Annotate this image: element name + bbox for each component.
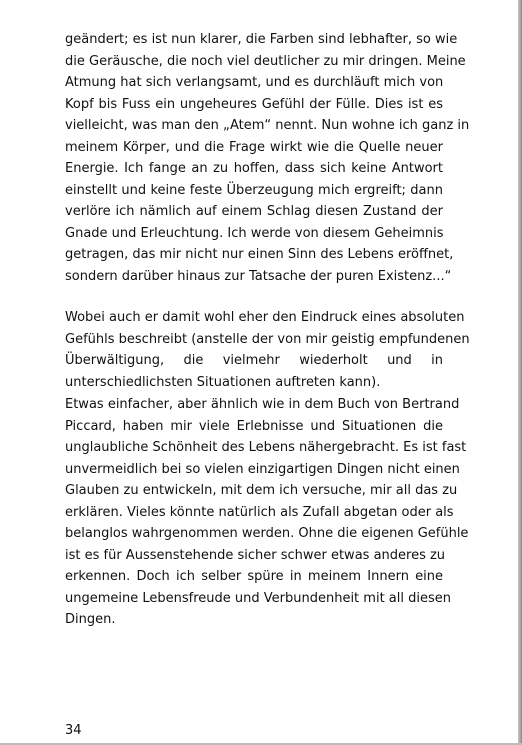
text-line: Kopf bis Fuss ein ungeheures Gefühl der Fülle. Dies ist es (65, 96, 443, 112)
text-line: erkennen. Doch ich selber spüre in meinem Innern eine (65, 569, 443, 584)
page-edge-shadow (518, 0, 522, 745)
text-line: getragen, das mir nicht nur einen Sinn des Lebens eröffnet, (65, 247, 454, 262)
text-line: ist es für Aussenstehende sicher schwer etwas anderes zu (65, 547, 446, 563)
paragraph-reflection (65, 394, 469, 631)
text-line: Gnade und Erleuchtung. Ich werde von diesem Geheimnis (65, 225, 444, 241)
text-line: Gefühls beschreibt (anstelle der von mir geistig empfundenen (65, 331, 470, 347)
text-line: Glauben zu entwickeln, mit dem ich versuche, mir all das zu (65, 483, 458, 498)
paragraph-quote-continuation (65, 29, 470, 287)
page-number: 34 (65, 723, 82, 738)
text-line: Atmung hat sich verlangsamt, und es durchläuft mich von (65, 75, 444, 90)
text-line: Wobei auch er damit wohl eher den Eindruck eines absoluten (65, 310, 465, 325)
text-line: Energie. Ich fange an zu hoffen, dass sich keine Antwort (65, 161, 443, 176)
text-line: meinem Körper, und die Frage wirkt wie die Quelle neuer (65, 139, 443, 155)
text-line: ungemeine Lebensfreude und Verbundenheit mit all diesen (65, 590, 451, 606)
text-line: die Geräusche, die noch viel deutlicher zu mir dringen. Meine (65, 53, 466, 69)
text-line: unglaubliche Schönheit des Lebens nähergebracht. Es ist fast (65, 440, 467, 455)
text-line: sondern darüber hinaus zur Tatsache der puren Existenz...“ (65, 268, 452, 284)
text-line: Überwältigung, die vielmehr wiederholt und in (65, 353, 443, 368)
text-line: erklären. Vieles könnte natürlich als Zufall abgetan oder als (65, 504, 454, 520)
text-line: geändert; es ist nun klarer, die Farben sind lebhafter, so wie (65, 32, 458, 47)
text-line: verlöre ich nämlich auf einem Schlag diesen Zustand der (65, 204, 443, 219)
text-line: einstellt und keine feste Überzeugung mich ergreift; dann (65, 182, 443, 198)
text-line: belanglos wahrgenommen werden. Ohne die eigenen Gefühle (65, 526, 469, 541)
text-line: Etwas einfacher, aber ähnlich wie in dem Buch von Bertrand (65, 397, 460, 412)
text-line: Piccard, haben mir viele Erlebnisse und Situationen die (65, 418, 443, 434)
paragraph-commentary (65, 307, 470, 393)
text-line: unterschiedlichsten Situationen auftreten kann). (65, 374, 381, 390)
text-line: Dingen. (65, 612, 116, 627)
text-line: unvermeidlich bei so vielen einzigartigen Dingen nicht einen (65, 461, 460, 477)
text-line: vielleicht, was man den „Atem“ nennt. Nun wohne ich ganz in (65, 118, 470, 133)
